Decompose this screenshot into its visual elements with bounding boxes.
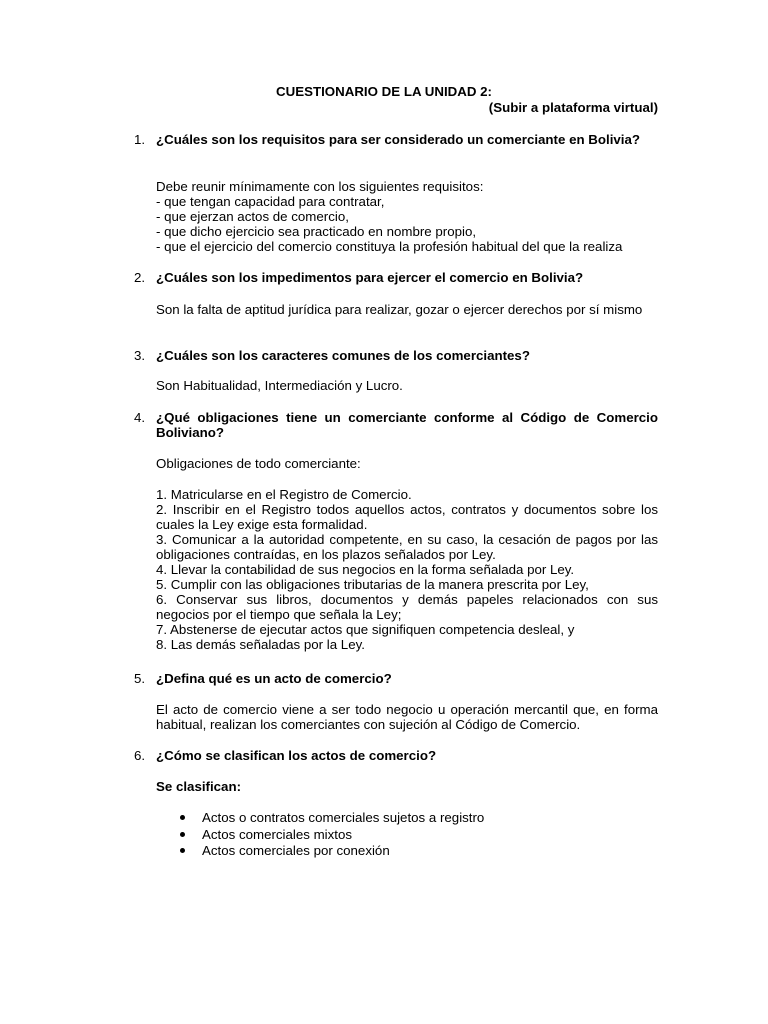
document-title: CUESTIONARIO DE LA UNIDAD 2:	[276, 84, 492, 99]
question-6	[134, 748, 658, 763]
question-text: ¿Qué obligaciones tiene un comerciante conforme al Código de Comercio Boliviano?	[156, 410, 658, 440]
obligation-item: 3. Comunicar a la autoridad competente, en su caso, la cesación de pagos por las obligaciones contraídas, en los plazos señalados por Ley.	[156, 532, 658, 562]
answer-line: - que ejerzan actos de comercio,	[156, 209, 349, 224]
list-item	[156, 843, 658, 860]
answer-4-intro: Obligaciones de todo comerciante:	[156, 456, 361, 471]
answer-2: Son la falta de aptitud jurídica para realizar, gozar o ejercer derechos por sí mismo	[156, 302, 643, 317]
question-number: 1.	[134, 132, 146, 147]
answer-line: - que tengan capacidad para contratar,	[156, 194, 385, 209]
question-text: ¿Defina qué es un acto de comercio?	[156, 671, 392, 686]
question-4	[134, 410, 658, 440]
question-text: ¿Cuáles son los impedimentos para ejercer el comercio en Bolivia?	[156, 270, 584, 285]
question-text: ¿Cuáles son los requisitos para ser considerado un comerciante en Bolivia?	[156, 132, 640, 147]
question-number: 3.	[134, 348, 146, 363]
list-item-text: Actos comerciales por conexión	[202, 843, 390, 858]
answer-line: - que el ejercicio del comercio constituya la profesión habitual del que la realiza	[156, 239, 623, 254]
answer-line: - que dicho ejercicio sea practicado en nombre propio,	[156, 224, 477, 239]
question-2	[134, 270, 658, 285]
answer-5: El acto de comercio viene a ser todo negocio u operación mercantil que, en forma habitual, realizan los comerciantes con sujeción al Código de Comercio.	[156, 702, 658, 732]
document-subtitle: (Subir a plataforma virtual)	[488, 100, 658, 115]
list-item-text: Actos o contratos comerciales sujetos a registro	[202, 810, 485, 825]
list-item	[156, 827, 658, 844]
question-5	[134, 671, 658, 686]
obligations-list	[156, 487, 658, 652]
classification-list	[156, 810, 658, 860]
answer-6-subheading: Se clasifican:	[156, 779, 241, 794]
question-text: ¿Cómo se clasifican los actos de comercio?	[156, 748, 437, 763]
answer-3: Son Habitualidad, Intermediación y Lucro.	[156, 378, 403, 393]
question-1	[134, 132, 658, 147]
bullet-icon	[180, 815, 185, 820]
question-3	[134, 348, 658, 363]
obligation-item: 4. Llevar la contabilidad de sus negocios en la forma señalada por Ley.	[156, 562, 575, 577]
bullet-icon	[180, 848, 185, 853]
obligation-item: 6. Conservar sus libros, documentos y demás papeles relacionados con sus negocios por el tiempo que señala la Ley;	[156, 592, 658, 622]
question-number: 6.	[134, 748, 146, 763]
question-number: 5.	[134, 671, 146, 686]
bullet-icon	[180, 832, 185, 837]
answer-line: Debe reunir mínimamente con los siguientes requisitos:	[156, 179, 484, 194]
obligation-item: 1. Matricularse en el Registro de Comercio.	[156, 487, 412, 502]
question-number: 2.	[134, 270, 146, 285]
obligation-item: 7. Abstenerse de ejecutar actos que signifiquen competencia desleal, y	[156, 622, 575, 637]
question-number: 4.	[134, 410, 146, 425]
question-text: ¿Cuáles son los caracteres comunes de los comerciantes?	[156, 348, 530, 363]
list-item	[156, 810, 658, 827]
obligation-item: 5. Cumplir con las obligaciones tributarias de la manera prescrita por Ley,	[156, 577, 589, 592]
obligation-item: 2. Inscribir en el Registro todos aquellos actos, contratos y documentos sobre los cuales la Ley exige esta formalidad.	[156, 502, 658, 532]
obligation-item: 8. Las demás señaladas por la Ley.	[156, 637, 365, 652]
answer-1	[156, 179, 658, 254]
list-item-text: Actos comerciales mixtos	[202, 826, 352, 842]
